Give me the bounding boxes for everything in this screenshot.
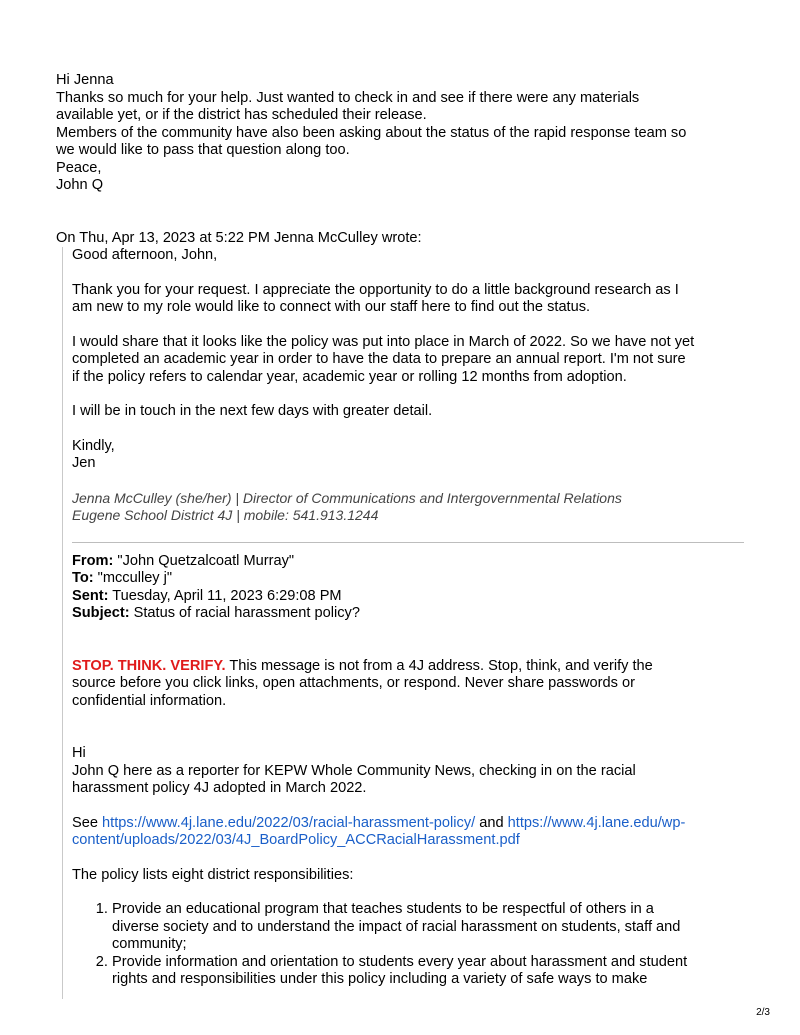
list-item: 2. Provide information and orientation to students every year about harassment and student rights and responsibilities under this policy including a variety of safe ways to make [112,954,752,989]
header-sent: Sent: Tuesday, April 11, 2023 6:29:08 PM [72,587,342,604]
header-subject: Subject: Status of racial harassment policy? [72,605,360,621]
jenna-signoff: Kindly, [72,437,115,454]
security-warning-line: confidential information. [72,692,227,709]
jenna-paragraph-line: if the policy refers to calendar year, academic year or rolling 12 months from adoption. [72,368,627,385]
policy-link[interactable]: https://www.4j.lane.edu/2022/03/racial-harassment-policy/ [102,814,476,831]
list-item: 1. Provide an educational program that teaches students to be respectful of others in a diverse society and to understand the impact of racial harassment on students, staff and community; [112,901,752,954]
jenna-paragraph-line: am new to my role would like to connect with our staff here to find out the status. [72,299,591,315]
jenna-paragraph-line: Thank you for your request. I appreciate the opportunity to do a little background research as I [72,281,679,298]
reply-message [56,72,756,247]
security-warning: STOP. THINK. VERIFY. This message is not from a 4J address. Stop, think, and verify the [72,657,653,674]
list-intro: The policy lists eight district responsibilities: [72,866,354,883]
security-warning-line: source before you click links, open attachments, or respond. Never share passwords or [72,675,635,691]
reply-line: we would like to pass that question along too. [56,142,350,158]
header-to: To: "mcculley j" [72,570,173,586]
links-line: See https://www.4j.lane.edu/2022/03/racial-harassment-policy/ and https://www.4j.lane.edu/wp- [72,814,686,831]
header-from: From: "John Quetzalcoatl Murray" [72,552,295,569]
jenna-greeting: Good afternoon, John, [72,247,218,263]
page-number: 2/3 [756,1007,770,1018]
warning-label: STOP. THINK. VERIFY. [72,657,226,674]
board-policy-link-cont[interactable]: content/uploads/2022/03/4J_BoardPolicy_ACCRacialHarassment.pdf [72,832,520,848]
original-line: John Q here as a reporter for KEPW Whole Community News, checking in on the racial [72,762,636,779]
quoted-email [62,247,752,999]
jenna-paragraph-line: completed an academic year in order to have the data to prepare an annual report. I'm not sure [72,351,686,367]
reply-greeting: Hi Jenna [56,72,114,88]
reply-signoff: Peace, [56,159,102,176]
jenna-paragraph-line: I would share that it looks like the policy was put into place in March of 2022. So we have not yet [72,333,695,350]
quote-header: On Thu, Apr 13, 2023 at 5:22 PM Jenna McCulley wrote: [56,229,422,246]
reply-line: Thanks so much for your help. Just wanted to check in and see if there were any materials [56,89,640,106]
jenna-paragraph-line: I will be in touch in the next few days with greater detail. [72,403,433,419]
original-greeting: Hi [72,745,86,761]
signature-line: Jenna McCulley (she/her) | Director of Communications and Intergovernmental Relations [72,489,622,506]
jenna-name: Jen [72,455,96,471]
links-line-2 [72,832,752,850]
original-line: harassment policy 4J adopted in March 2022. [72,780,367,796]
board-policy-link[interactable]: https://www.4j.lane.edu/wp- [507,814,686,831]
reply-line: Members of the community have also been asking about the status of the rapid response team so [56,124,687,141]
reply-name: John Q [56,177,104,193]
responsibilities-list [72,901,752,989]
reply-line: available yet, or if the district has scheduled their release. [56,107,427,123]
signature-line: Eugene School District 4J | mobile: 541.913.1244 [72,507,379,523]
